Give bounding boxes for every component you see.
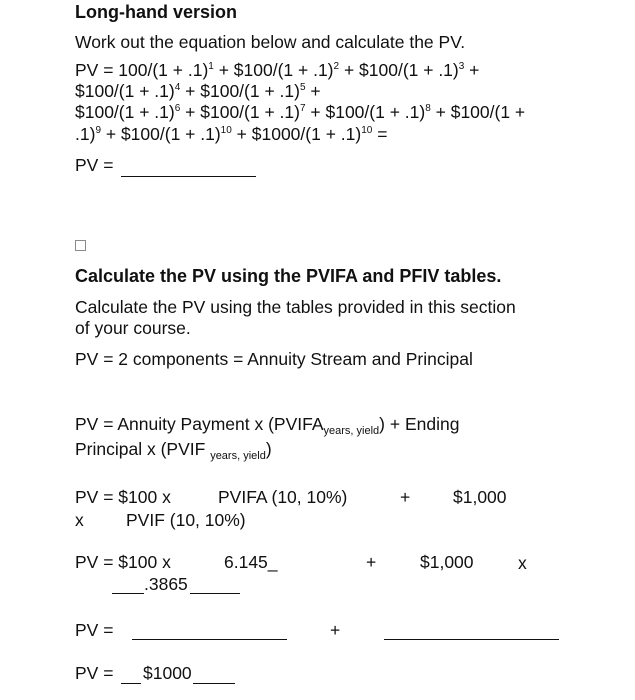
pv-answer-blank[interactable]	[121, 175, 256, 177]
row1-plus: +	[400, 487, 411, 507]
row2-times: x	[518, 553, 527, 573]
pv-answer-label: PV =	[75, 155, 114, 175]
instruction-text: Work out the equation below and calculate the PV.	[75, 32, 466, 52]
components-text: PV = 2 components = Annuity Stream and Principal	[75, 349, 473, 369]
row1-pvif: PVIF (10, 10%)	[126, 510, 246, 530]
row4-pv-label: PV =	[75, 663, 114, 683]
row3-pv-label: PV =	[75, 620, 114, 640]
section-heading-longhand: Long-hand version	[75, 2, 237, 22]
formula-line-1: PV = Annuity Payment x $(PVIFA_{years, yield})$ + Ending	[75, 414, 460, 437]
row1-principal: $1,000	[453, 487, 507, 507]
row2-principal: $1,000	[420, 552, 474, 572]
equation-line-2: $100/(1 + .1)$^4$ + $100/(1 + .1)$^5$ +	[75, 81, 321, 101]
row2-pvif-value: .3865	[144, 574, 188, 594]
row2-plus: +	[366, 552, 377, 572]
row4-blank-left	[121, 682, 141, 684]
equation-line-3: $100/(1 + .1)$^6$ + $100/(1 + .1)$^7$ + $100/(1 + .1)$^8$ + $100/(1 +	[75, 102, 526, 122]
row2-blank-left	[112, 592, 144, 594]
row2-pv-payment: PV = $100 x	[75, 552, 171, 572]
tables-instruction-line-2: of your course.	[75, 318, 191, 338]
checkbox[interactable]	[75, 240, 86, 251]
row4-blank-right	[193, 682, 235, 684]
row3-annuity-blank[interactable]	[132, 638, 287, 640]
row1-times: x	[75, 510, 84, 530]
row1-pvifa: PVIFA (10, 10%)	[218, 487, 348, 507]
row3-principal-blank[interactable]	[384, 638, 559, 640]
equation-line-4: .1)$^9$ + $100/(1 + .1)$^{10}$ + $1000/(1 + .1)$^{10}$ =	[75, 124, 388, 144]
row2-pvifa-factor: 6.145_	[224, 552, 278, 572]
row2-blank-right	[190, 592, 240, 594]
equation-line-1: PV = $100/(1 + .1)^1$ + $100/(1 + .1)$^2$ + $100/(1 + .1)$^3$ +	[75, 60, 480, 80]
row1-pv-payment: PV = $100 x	[75, 487, 171, 507]
row4-answer: $1000	[143, 663, 192, 683]
tables-instruction-line-1: Calculate the PV using the tables provided in this section	[75, 297, 516, 317]
section-heading-tables: Calculate the PV using the PVIFA and PFIV tables.	[75, 266, 502, 286]
formula-line-2: Principal x (PVIF $_{years, yield}$)	[75, 439, 272, 462]
row3-plus: +	[330, 620, 341, 640]
